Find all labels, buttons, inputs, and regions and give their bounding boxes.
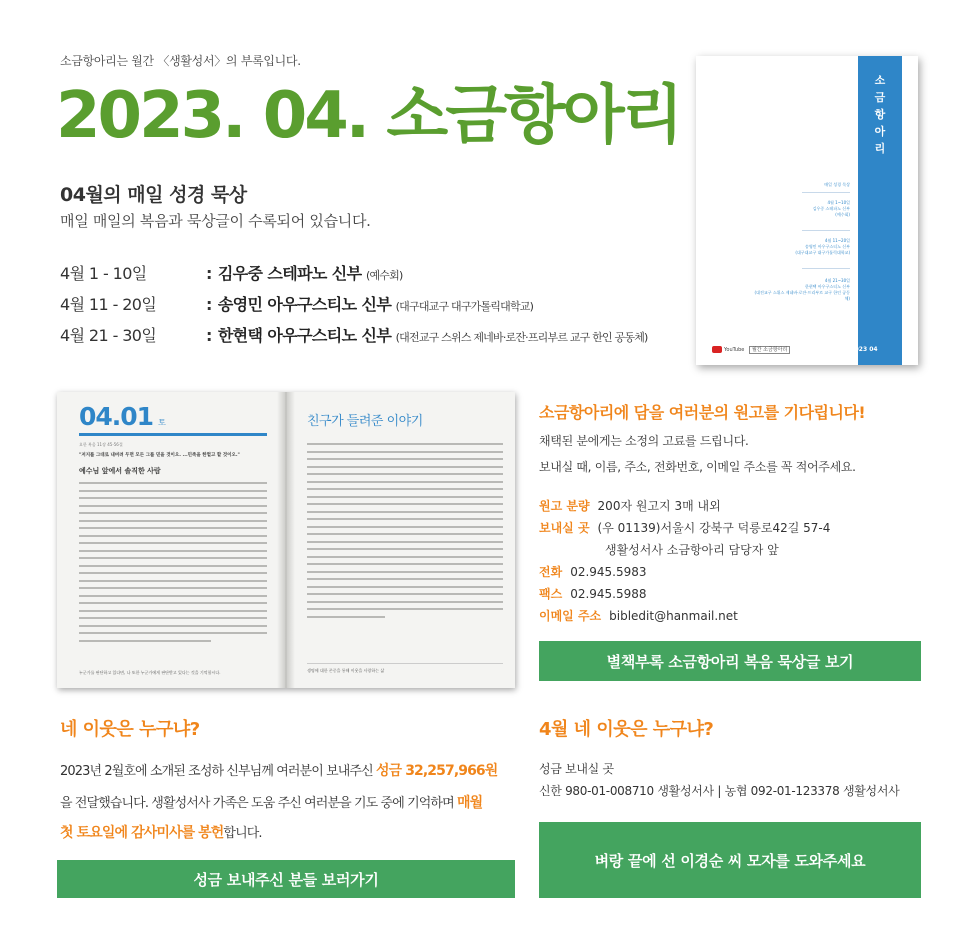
author-affiliation: (예수회): [365, 269, 403, 282]
neighbor-highlight: 매월: [456, 795, 483, 811]
book-right-title: 친구가 들려준 이야기: [307, 414, 423, 429]
april-neighbor-title: 4월 네 이웃은 누구냐?: [539, 719, 714, 740]
cover-entry: [750, 278, 850, 302]
intro-text: 소금항아리는 월간 〈생활성서〉의 부록입니다.: [60, 54, 301, 68]
book-date: 04.01: [79, 402, 154, 431]
cover-entry: [750, 200, 850, 218]
info-label: 원고 분량: [539, 499, 590, 513]
book-body-text: [79, 482, 267, 642]
cover-footer: [712, 346, 790, 353]
neighbor-text: 을 전달했습니다. 생활성서사 가족은 도움 주신 여러분을 기도 중에 기억하며: [60, 796, 457, 811]
info-email: [539, 607, 738, 624]
author-name: 한현택 아우구스티노 신부: [217, 326, 392, 345]
cover-entry-name: 한현택 아우구스티노 신부: [804, 284, 850, 289]
info-label: 이메일 주소: [539, 609, 602, 623]
cover-section-label: 매일 성경 묵상: [824, 182, 850, 187]
section-description: 매일 매일의 복음과 묵상글이 수록되어 있습니다.: [60, 212, 371, 230]
info-phone: [539, 563, 647, 580]
cover-title-char: 금: [874, 91, 886, 104]
page-title: 2023. 04. 소금항아리: [56, 79, 681, 153]
april-neighbor-line1: 성금 보내실 곳: [539, 762, 614, 776]
help-family-button[interactable]: 벼랑 끝에 선 이경순 씨 모자를 도와주세요: [539, 822, 921, 898]
author-affiliation: (대전교구 스위스 제네바·로잔·프리부르 교구 한인 공동체): [395, 331, 648, 344]
book-right-page: [293, 392, 515, 688]
author-affiliation: (대구대교구 대구가톨릭대학교): [395, 300, 534, 313]
neighbor-text: 합니다.: [223, 826, 262, 841]
book-right-footer: 생명에 대한 존중을 통해 이웃을 사랑하는 삶: [307, 663, 503, 674]
book-quote: "저지를 그대로 내버려 두면 모든 그를 믿을 것이오. ...민족을 한헐고 할 것이오.": [79, 453, 240, 458]
book-day: 토: [158, 418, 166, 427]
section-subtitle: 04월의 매일 성경 묵상: [60, 184, 247, 206]
info-label: 보내실 곳: [539, 521, 590, 535]
submission-title: 소금항아리에 담을 여러분의 원고를 기다립니다!: [539, 403, 866, 422]
neighbor-line3: [60, 822, 262, 842]
cover-blue-band: [850, 56, 902, 365]
schedule-item: [60, 262, 648, 293]
author-schedule: [60, 262, 648, 355]
schedule-dates: 4월 11 - 20일: [60, 295, 157, 314]
book-rule: [79, 433, 267, 436]
book-heading: 예수님 앞에서 솔직한 사람: [79, 467, 161, 475]
info-value: (우 01139)서울시 강북구 덕릉로42길 57-4: [597, 521, 831, 535]
info-label: 팩스: [539, 587, 563, 601]
submission-line1: 채택된 분에게는 소정의 고료를 드립니다.: [539, 434, 749, 448]
schedule-colon: :: [206, 264, 212, 283]
neighbor-highlight: 첫 토요일에 감사미사를 봉헌: [60, 825, 224, 841]
email-link[interactable]: bibledit@hanmail.net: [609, 609, 738, 623]
schedule-item: [60, 324, 648, 355]
schedule-dates: 4월 21 - 30일: [60, 326, 157, 345]
info-address: [539, 519, 830, 536]
schedule-dates: 4월 1 - 10일: [60, 264, 147, 283]
cover-entry-dates: 4월 21~30일: [824, 278, 850, 283]
book-left-page: [57, 392, 279, 688]
info-address-line2: 생활성서사 소금항아리 담당자 앞: [605, 543, 779, 557]
view-donors-button[interactable]: 성금 보내주신 분들 보러가기: [57, 860, 515, 898]
author-name: 김우중 스테파노 신부: [217, 264, 362, 283]
cover-footer-brand: YouTube: [724, 347, 745, 353]
neighbor-line2: [60, 792, 482, 812]
submission-line2: 보내실 때, 이름, 주소, 전화번호, 이메일 주소를 꼭 적어주세요.: [539, 460, 856, 474]
info-fax: [539, 585, 647, 602]
book-body-text: [307, 443, 503, 618]
cover-footer-tag: 월간 소금항아리: [749, 346, 790, 354]
neighbor-line1: [60, 760, 497, 780]
cover-divider: [802, 268, 850, 269]
view-booklet-button[interactable]: 별책부록 소금항아리 복음 묵상글 보기: [539, 641, 921, 681]
schedule-colon: :: [206, 326, 212, 345]
cover-divider: [802, 230, 850, 231]
cover-title-char: 소: [874, 74, 886, 87]
cover-entry-aff: (대구대교구 대구가톨릭대학교): [795, 250, 850, 255]
cover-entry-name: 송영민 아우구스티노 신부: [804, 244, 850, 249]
schedule-colon: :: [206, 295, 212, 314]
cover-title-char: 항: [874, 108, 886, 121]
book-reference: 요한 복음 11장 45-56절: [79, 442, 123, 447]
magazine-cover-image: [696, 56, 918, 365]
cover-divider: [802, 192, 850, 193]
cover-entry: [750, 238, 850, 256]
info-value: 02.945.5983: [570, 565, 647, 579]
book-spread-image: [57, 392, 515, 688]
cover-entry-dates: 4월 11~20일: [824, 238, 850, 243]
author-name: 송영민 아우구스티노 신부: [217, 295, 392, 314]
cover-title-char: 리: [874, 142, 886, 155]
cover-entry-name: 김우중 스테파노 신부: [812, 206, 850, 211]
info-length: [539, 497, 721, 514]
youtube-icon: [712, 346, 722, 353]
cover-year: 2023 04: [850, 346, 878, 353]
cover-entry-aff: (예수회): [835, 212, 850, 217]
cover-entry-dates: 4월 1~10일: [827, 200, 850, 205]
donation-amount: 성금 32,257,966원: [375, 763, 498, 779]
neighbor-text: 2023년 2월호에 소개된 조성하 신부님께 여러분이 보내주신: [60, 764, 376, 779]
book-left-footer: 누군가를 판단하고 있다면, 나 또한 누군가에게 판단받고 있다는 것을 기억합시다.: [79, 670, 221, 675]
neighbor-title: 네 이웃은 누구냐?: [60, 719, 200, 740]
bank-accounts: 신한 980-01-008710 생활성서사 | 농협 092-01-123378 생활성서사: [539, 784, 900, 798]
cover-entry-aff: (대전교구 스위스 제네바·로잔·프리부르 교구 한인 공동체): [754, 290, 850, 301]
schedule-item: [60, 293, 648, 324]
info-value: 02.945.5988: [570, 587, 647, 601]
info-label: 전화: [539, 565, 563, 579]
cover-title-char: 아: [874, 125, 886, 138]
info-value: 200자 원고지 3매 내외: [597, 499, 721, 513]
cover-title: [858, 72, 902, 157]
